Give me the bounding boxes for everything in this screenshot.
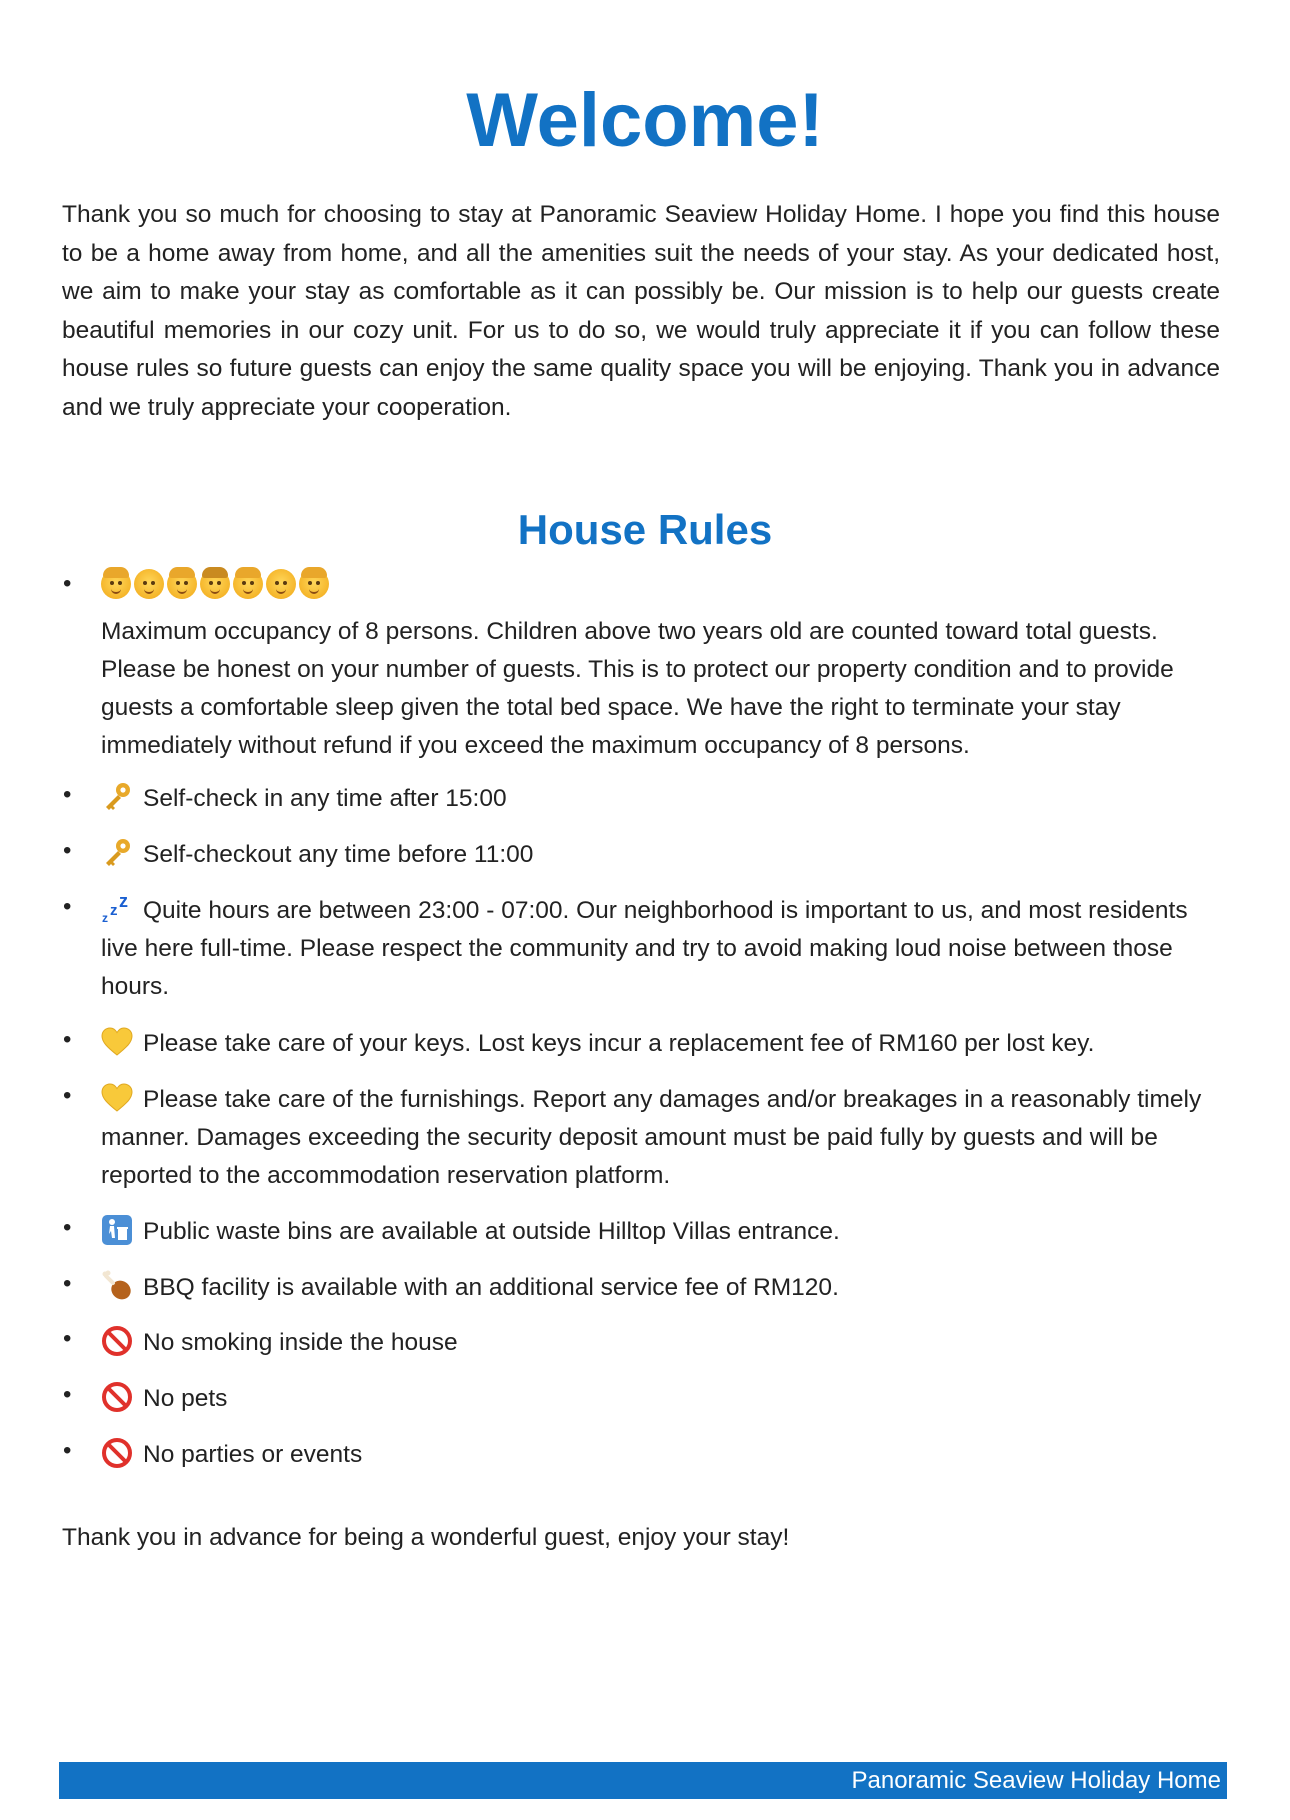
rule-bbq <box>63 1269 1231 1307</box>
rule-keys <box>63 1025 1231 1063</box>
bullet: • <box>63 570 72 597</box>
bullet: • <box>63 1437 72 1464</box>
svg-text:z: z <box>110 902 118 919</box>
rule-quiet-hours <box>63 892 1231 1006</box>
rule-text: Please take care of your keys. Lost keys incur a replacement fee of RM160 per lost key. <box>143 1030 1095 1057</box>
intro-paragraph: Thank you so much for choosing to stay at Panoramic Seaview Holiday Home. I hope you find this house to be a home away from home, and all the amenities suit the needs of your stay. As your dedicated host, we aim to make your stay as comfortable as it can possibly be. Our mission is to help our guests create beautiful memories in our cozy unit. For us to do so, we would truly appreciate it if you can follow these house rules so future guests can enjoy the same quality space you will be enjoying. Thank you in advance and we truly appreciate your cooperation. <box>62 201 1220 421</box>
bullet: • <box>63 1214 72 1241</box>
bullet: • <box>63 1381 72 1408</box>
rule-text: Maximum occupancy of 8 persons. Children above two years old are counted toward total guests. Please be honest on your number of guests. This is to protect our property condition and to provide guests a comfortable sleep given the total bed space. We have the right to terminate your stay immediately without refund if you exceed the maximum occupancy of 8 persons. <box>101 618 1174 759</box>
rule-text: Public waste bins are available at outside Hilltop Villas entrance. <box>143 1218 840 1245</box>
rule-text: No pets <box>143 1385 228 1412</box>
bullet: • <box>63 1270 72 1297</box>
footer-label: Panoramic Seaview Holiday Home <box>851 1767 1221 1794</box>
house-rules-heading: House Rules <box>517 506 773 553</box>
rule-check-out <box>63 836 1231 874</box>
key-icon <box>101 781 133 813</box>
prohibited-icon <box>101 1325 133 1357</box>
rule-text: Self-check in any time after 15:00 <box>143 785 507 812</box>
rule-no-parties <box>63 1436 1231 1474</box>
family-faces-icon <box>101 569 1231 607</box>
svg-text:z: z <box>119 893 128 911</box>
page-title: Welcome! <box>466 78 824 163</box>
yellow-heart-icon <box>101 1082 133 1114</box>
rule-check-in <box>63 780 1231 818</box>
drumstick-icon <box>101 1270 133 1302</box>
svg-text:z: z <box>102 911 108 925</box>
bullet: • <box>63 1082 72 1109</box>
bullet: • <box>63 893 72 920</box>
sleep-zzz-icon <box>101 893 133 925</box>
litter-bin-icon <box>101 1214 133 1246</box>
prohibited-icon <box>101 1437 133 1469</box>
yellow-heart-icon <box>101 1026 133 1058</box>
bullet: • <box>63 1325 72 1352</box>
rule-text: Please take care of the furnishings. Report any damages and/or breakages in a reasonably timely manner. Damages exceeding the security deposit amount must be paid fully by guests and will be reported to the accommodation reservation platform. <box>101 1086 1202 1189</box>
footer-bar <box>59 1762 1227 1799</box>
bullet: • <box>63 837 72 864</box>
closing-message: Thank you in advance for being a wonderful guest, enjoy your stay! <box>62 1524 790 1551</box>
key-icon <box>101 837 133 869</box>
rule-no-pets <box>63 1380 1231 1418</box>
rule-text: No smoking inside the house <box>143 1329 458 1356</box>
rule-text: Quite hours are between 23:00 - 07:00. Our neighborhood is important to us, and most residents live here full-time. Please respect the community and try to avoid making loud noise between those hours. <box>101 897 1188 1000</box>
prohibited-icon <box>101 1381 133 1413</box>
rule-occupancy <box>63 569 1231 765</box>
bullet: • <box>63 781 72 808</box>
rule-text: BBQ facility is available with an additional service fee of RM120. <box>143 1274 839 1301</box>
rule-furnishings <box>63 1081 1231 1195</box>
rule-text: Self-checkout any time before 11:00 <box>143 841 534 868</box>
rule-no-smoking <box>63 1324 1231 1362</box>
rule-waste-bins <box>63 1213 1231 1251</box>
rule-text: No parties or events <box>143 1441 363 1468</box>
bullet: • <box>63 1026 72 1053</box>
